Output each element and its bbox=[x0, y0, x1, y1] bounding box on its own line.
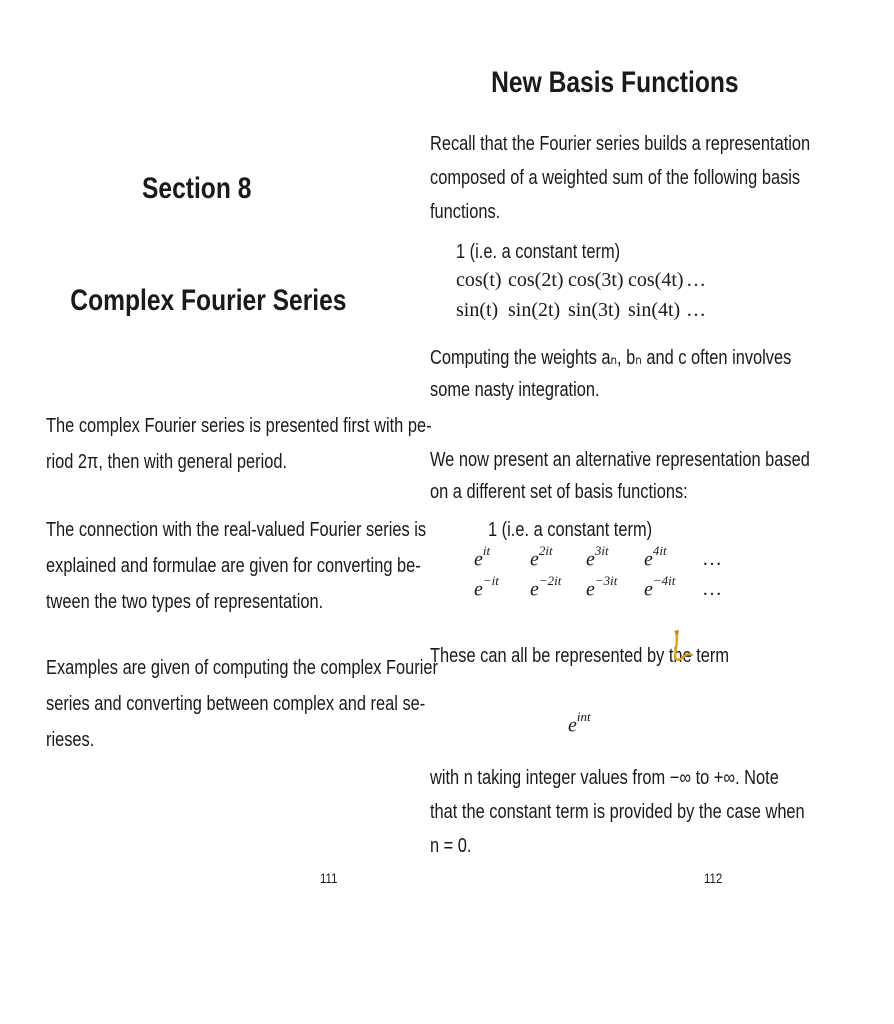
paragraph-line: that the constant term is provided by the case when bbox=[430, 801, 805, 823]
exp-term: $e^{-4it}$ bbox=[644, 573, 676, 601]
paragraph-line: rieses. bbox=[46, 729, 95, 751]
ellipsis: … bbox=[702, 548, 722, 570]
paragraph-line: some nasty integration. bbox=[430, 379, 600, 401]
sin-row bbox=[456, 298, 756, 322]
chapter-title: Complex Fourier Series bbox=[70, 284, 347, 317]
paragraph-line: Examples are given of computing the complex Fourier bbox=[46, 657, 438, 679]
exp-term: $e^{-it}$ bbox=[474, 573, 499, 601]
basis-heading: New Basis Functions bbox=[491, 66, 739, 99]
paragraph-line: The complex Fourier series is presented first with pe- bbox=[46, 415, 432, 437]
constant-term: 1 (i.e. a constant term) bbox=[488, 519, 653, 541]
sin-term: sin(4t) bbox=[628, 299, 681, 321]
paragraph-line: Recall that the Fourier series builds a representation bbox=[430, 133, 811, 155]
paragraph-line: on a different set of basis functions: bbox=[430, 481, 688, 503]
paragraph-line: explained and formulae are given for converting be- bbox=[46, 555, 421, 577]
ellipsis: … bbox=[686, 269, 706, 291]
paragraph-line: We now present an alternative representation based bbox=[430, 449, 810, 471]
paragraph-line: with n taking integer values from −∞ to +∞. Note bbox=[430, 767, 779, 789]
paragraph-line: The connection with the real-valued Fourier series is bbox=[46, 519, 427, 541]
paragraph-line: functions. bbox=[430, 201, 501, 223]
cos-row bbox=[456, 268, 756, 292]
exp-term: $e^{-2it}$ bbox=[530, 573, 562, 601]
exp-term: $e^{2it}$ bbox=[530, 543, 553, 571]
sin-term: sin(3t) bbox=[568, 299, 621, 321]
page-number-right: 112 bbox=[704, 870, 723, 886]
paragraph-line: riod 2π, then with general period. bbox=[46, 451, 288, 473]
cos-term: cos(t) bbox=[456, 269, 502, 291]
complex-basis-list bbox=[474, 518, 748, 608]
section-title: Section 8 bbox=[142, 172, 252, 205]
paragraph-line: composed of a weighted sum of the following basis bbox=[430, 167, 801, 189]
paragraph-line: Computing the weights aₙ, bₙ and c often involves bbox=[430, 347, 792, 369]
page-number-left: 111 bbox=[320, 870, 338, 886]
exp-term: $e^{int}$ bbox=[568, 709, 591, 737]
left-page bbox=[0, 0, 438, 1024]
cos-term: cos(4t) bbox=[628, 269, 684, 291]
sin-term: sin(t) bbox=[456, 299, 499, 321]
real-basis-list bbox=[456, 240, 756, 330]
exp-term: $e^{3it}$ bbox=[586, 543, 609, 571]
positive-exponent-row bbox=[474, 543, 748, 574]
cos-term: cos(3t) bbox=[568, 269, 624, 291]
general-term bbox=[568, 709, 628, 742]
negative-exponent-row bbox=[474, 573, 748, 604]
right-page bbox=[384, 0, 811, 1024]
paragraph-line: tween the two types of representation. bbox=[46, 591, 324, 613]
pen-annotation-icon bbox=[670, 628, 700, 664]
paragraph-line: series and converting between complex and real se- bbox=[46, 693, 426, 715]
paragraph-line: n = 0. bbox=[430, 835, 472, 857]
exp-term: $e^{it}$ bbox=[474, 543, 491, 571]
exp-term: $e^{4it}$ bbox=[644, 543, 667, 571]
sin-term: sin(2t) bbox=[508, 299, 561, 321]
cos-term: cos(2t) bbox=[508, 269, 564, 291]
exp-term: $e^{-3it}$ bbox=[586, 573, 618, 601]
constant-term: 1 (i.e. a constant term) bbox=[456, 241, 621, 263]
ellipsis: … bbox=[702, 578, 722, 600]
ellipsis: … bbox=[686, 299, 706, 321]
represented-line: These can all be represented by the term bbox=[430, 645, 730, 667]
